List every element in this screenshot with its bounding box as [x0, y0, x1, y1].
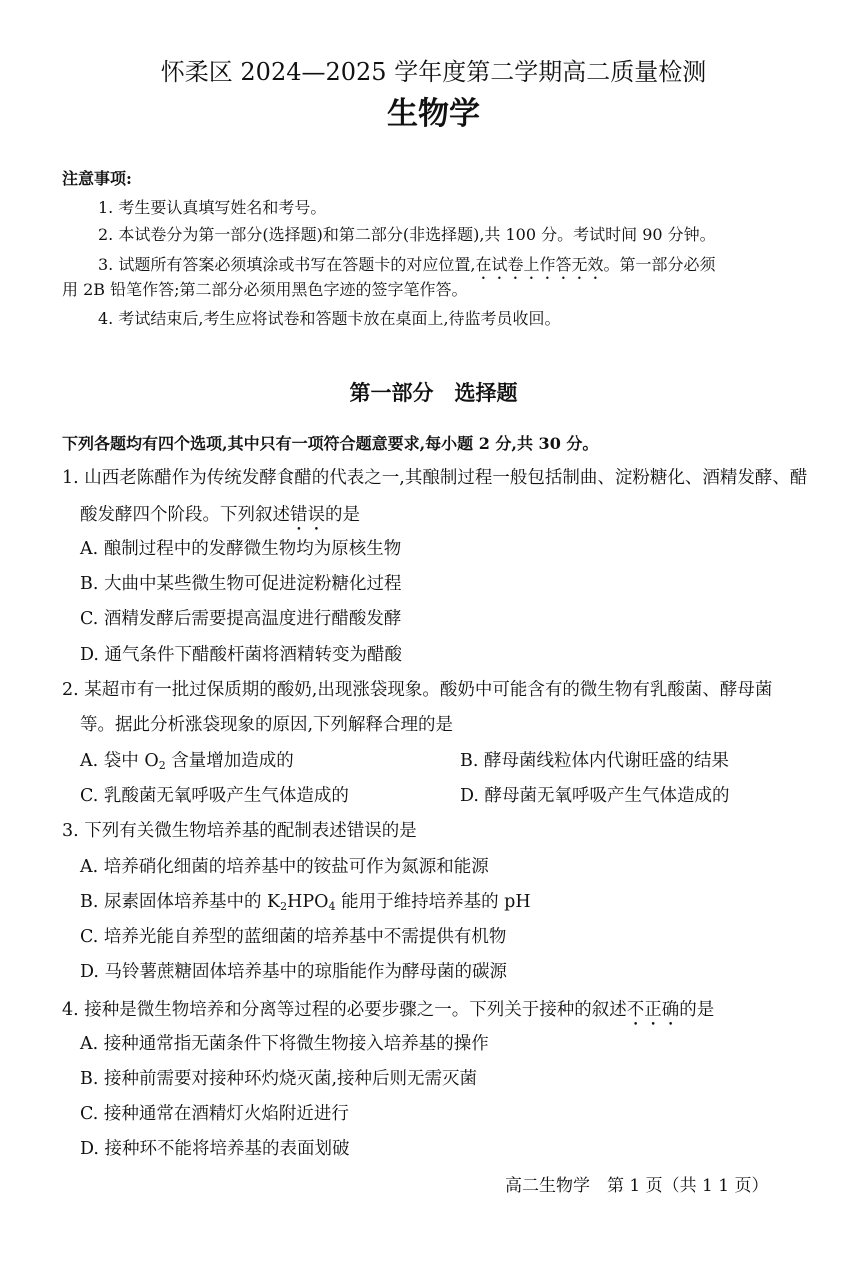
notice-item-3-emphasis: 在试卷上作答无效 — [475, 255, 604, 274]
notice-item-3-text-c: 。第一部分必须 — [603, 255, 716, 274]
question-3-option-b-post: 能用于维持培养基的 pH — [335, 892, 531, 912]
question-2-option-c: C. 乳酸菌无氧呼吸产生气体造成的 — [80, 786, 349, 806]
question-4-option-a: A. 接种通常指无菌条件下将微生物接入培养基的操作 — [80, 1034, 489, 1054]
question-4-emphasis: 不正确 — [626, 1000, 680, 1020]
question-4-stem-text: 4. 接种是微生物培养和分离等过程的必要步骤之一。下列关于接种的叙述 — [62, 1000, 627, 1020]
notice-item-3-text-a: 3. 试题所有答案必须填涂或书写在答题卡的对应位置, — [98, 255, 476, 274]
question-2-option-b: B. 酵母菌线粒体内代谢旺盛的结果 — [460, 751, 729, 771]
question-1-option-c: C. 酒精发酵后需要提高温度进行醋酸发酵 — [80, 609, 402, 629]
notice-item-3 — [98, 255, 715, 283]
question-4-option-d: D. 接种环不能将培养基的表面划破 — [80, 1139, 350, 1159]
subject-title: 生物学 — [387, 96, 480, 132]
page-footer: 高二生物学 第 1 页（共 1 1 页） — [505, 1176, 769, 1196]
question-1-emphasis: 错误 — [290, 505, 325, 525]
question-1-stem-line-1: 1. 山西老陈醋作为传统发酵食醋的代表之一,其酿制过程一般包括制曲、淀粉糖化、酒精发酵、醋 — [62, 468, 808, 488]
question-1-stem-text: 酸发酵四个阶段。下列叙述 — [80, 505, 290, 525]
question-3-option-a: A. 培养硝化细菌的培养基中的铵盐可作为氮源和能源 — [80, 857, 489, 877]
question-3-option-b-mid: HPO — [287, 892, 329, 912]
notice-heading: 注意事项: — [62, 169, 132, 188]
notice-item-4: 4. 考试结束后,考生应将试卷和答题卡放在桌面上,待监考员收回。 — [98, 309, 561, 328]
question-3-stem: 3. 下列有关微生物培养基的配制表述错误的是 — [62, 821, 417, 841]
section-title: 第一部分 选择题 — [349, 380, 518, 405]
question-2-option-d: D. 酵母菌无氧呼吸产生气体造成的 — [460, 786, 730, 806]
question-2-option-a-sub: 2 — [158, 759, 166, 772]
question-1-option-b: B. 大曲中某些微生物可促进淀粉糖化过程 — [80, 574, 402, 594]
question-1-option-d: D. 通气条件下醋酸杆菌将酒精转变为醋酸 — [80, 645, 403, 665]
question-3-option-b-sub-2: 4 — [328, 900, 336, 913]
question-2-stem-line-1: 2. 某超市有一批过保质期的酸奶,出现涨袋现象。酸奶中可能含有的微生物有乳酸菌、酵母菌 — [62, 680, 773, 700]
section-instructions: 下列各题均有四个选项,其中只有一项符合题意要求,每小题 2 分,共 30 分。 — [62, 434, 599, 453]
question-4-stem — [62, 1000, 714, 1030]
question-1-stem-end: 的是 — [325, 505, 360, 525]
question-3-option-b — [80, 894, 531, 912]
question-3-option-d: D. 马铃薯蔗糖固体培养基中的琼脂能作为酵母菌的碳源 — [80, 962, 508, 982]
question-3-option-c: C. 培养光能自养型的蓝细菌的培养基中不需提供有机物 — [80, 927, 507, 947]
notice-item-2: 2. 本试卷分为第一部分(选择题)和第二部分(非选择题),共 100 分。考试时间 90 分钟。 — [98, 225, 716, 244]
question-4-option-c: C. 接种通常在酒精灯火焰附近进行 — [80, 1104, 349, 1124]
question-2-stem-line-2: 等。据此分析涨袋现象的原因,下列解释合理的是 — [80, 715, 454, 735]
question-2-option-a-post: 含量增加造成的 — [165, 751, 294, 771]
question-3-option-b-sub-1: 2 — [280, 900, 288, 913]
notice-item-1: 1. 考生要认真填写姓名和考号。 — [98, 198, 327, 217]
question-1-stem-line-2 — [80, 505, 360, 535]
question-2-option-a-pre: A. 袋中 O — [80, 751, 159, 771]
question-1-option-a: A. 酿制过程中的发酵微生物均为原核生物 — [80, 539, 402, 559]
question-3-option-b-pre: B. 尿素固体培养基中的 K — [80, 892, 281, 912]
question-4-option-b: B. 接种前需要对接种环灼烧灭菌,接种后则无需灭菌 — [80, 1069, 478, 1089]
exam-title: 怀柔区 2024—2025 学年度第二学期高二质量检测 — [160, 58, 707, 86]
notice-item-3-line-2: 用 2B 铅笔作答;第二部分必须用黑色字迹的签字笔作答。 — [62, 280, 468, 299]
question-2-option-a — [80, 753, 294, 771]
question-4-stem-end: 的是 — [679, 1000, 715, 1020]
